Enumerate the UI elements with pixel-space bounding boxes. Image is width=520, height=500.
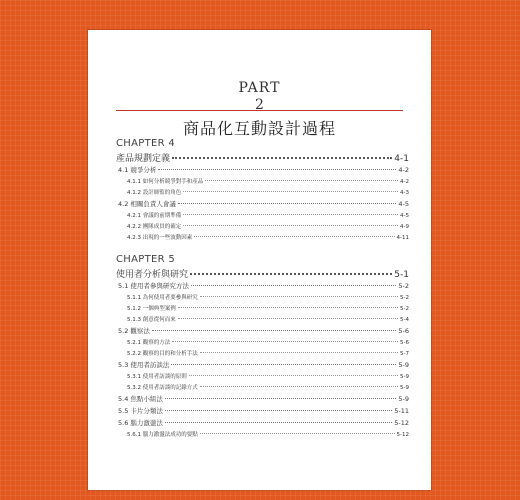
toc-entry-text: 出現的一些波動因素 (142, 235, 193, 241)
leader-dots (191, 285, 396, 286)
leader-dots (194, 236, 394, 237)
toc-entry-title (118, 165, 156, 174)
chapter-4-label: CHAPTER 4 (116, 138, 175, 149)
toc-subsection-entry (116, 211, 409, 222)
toc-entry-text: 為何使用者要參與研究 (142, 295, 198, 301)
toc-entry-page: 4-5 (400, 213, 409, 219)
chapter-5-title: 使用者分析與研究 (116, 270, 189, 280)
toc-entry-title (127, 338, 170, 346)
leader-dots (165, 410, 392, 411)
toc-subsection-entry (116, 338, 409, 349)
leader-dots (178, 318, 398, 319)
toc-entry-page: 5-2 (400, 295, 409, 301)
chapter-5-page: 5-1 (394, 270, 409, 280)
toc-section-entry (116, 199, 409, 211)
toc-entry-text: 如何分析競爭對手和產品 (142, 179, 204, 185)
part-divider (116, 110, 403, 111)
toc-section-entry (116, 418, 409, 430)
toc-subsection-entry (116, 304, 409, 315)
toc-subsection-entry (116, 315, 409, 326)
leader-dots (158, 169, 396, 170)
toc-section-entry (116, 281, 409, 293)
leader-dots (200, 352, 398, 353)
leader-dots (165, 422, 392, 423)
toc-entry-page: 5-6 (398, 327, 409, 335)
toc-entry-title (127, 293, 198, 301)
leader-dots (152, 330, 396, 331)
toc-entry-text: 使用者參與研究方法 (130, 282, 189, 290)
leader-dots (189, 375, 398, 376)
toc-entry-text: 團隊成員的確定 (142, 224, 182, 230)
toc-entry-title (118, 281, 189, 290)
toc-entry-text: 腦力激盪法成功的要點 (142, 432, 198, 438)
toc-entry-text: 設計師監的角色 (142, 190, 182, 196)
toc-entry-text: 觀察的方法 (142, 340, 171, 346)
chapter-5-entry (116, 267, 409, 281)
toc-entry-title (118, 394, 163, 403)
leader-dots (200, 386, 398, 387)
toc-entry-title (127, 315, 176, 323)
toc-entry-page: 5-11 (394, 407, 409, 415)
part-label: PART (238, 80, 281, 96)
toc-subsection-entry (116, 233, 409, 244)
toc-entry-number: 4.1.1 (127, 179, 141, 185)
toc-subsection-entry (116, 372, 409, 383)
toc-entry-text: 觀察法 (130, 327, 150, 335)
toc-entry-page: 5-6 (400, 340, 409, 346)
toc-entry-number: 4.2.3 (127, 235, 141, 241)
toc-entry-text: 卡片分類法 (130, 407, 163, 415)
toc-entry-title (127, 304, 176, 312)
toc-section-entry (116, 326, 409, 338)
toc-entry-title (127, 222, 181, 230)
toc-entry-number: 5.6 (118, 419, 129, 427)
toc-entry-number: 5.1.2 (127, 306, 141, 312)
toc-entry-title (118, 406, 163, 415)
toc-entry-number: 5.3.1 (127, 374, 141, 380)
toc-entry-number: 4.2.2 (127, 224, 141, 230)
toc-entry-number: 5.1 (118, 282, 129, 290)
toc-entry-text: 焦點小組法 (130, 395, 163, 403)
leader-dots (205, 180, 398, 181)
leader-dots (190, 273, 392, 275)
toc-entry-text: 相關負責人會議 (130, 200, 176, 208)
toc-entry-page: 4-2 (400, 179, 409, 185)
leader-dots (183, 214, 398, 215)
toc-entry-title (127, 233, 192, 241)
chapter-4-entry (116, 151, 409, 165)
toc-entry-text: 使用者訪談的原則 (142, 374, 187, 380)
toc-subsection-entry (116, 383, 409, 394)
toc-subsection-entry (116, 349, 409, 360)
toc-section-entry (116, 165, 409, 177)
toc-entry-page: 4-9 (400, 224, 409, 230)
leader-dots (183, 225, 398, 226)
toc-entry-number: 4.1.2 (127, 190, 141, 196)
leader-dots (200, 433, 395, 434)
toc-entry-number: 5.3 (118, 361, 129, 369)
toc-subsection-entry (116, 430, 409, 441)
toc-entry-number: 5.1.3 (127, 317, 141, 323)
toc-entry-text: 會議的前期準備 (142, 213, 182, 219)
toc-entry-number: 5.5 (118, 407, 129, 415)
chapter-4-title: 產品規劃定義 (116, 154, 171, 164)
toc-entry-page: 5-7 (400, 351, 409, 357)
leader-dots (200, 296, 398, 297)
book-page (88, 30, 431, 490)
toc-entry-page: 4-11 (396, 235, 409, 241)
toc-entry-title (127, 177, 203, 185)
toc-section-entry (116, 360, 409, 372)
chapter-5-label: CHAPTER 5 (116, 254, 175, 265)
toc-entry-title (127, 372, 187, 380)
toc-entry-number: 5.6.1 (127, 432, 141, 438)
leader-dots (178, 307, 398, 308)
toc-entry-number: 5.2.1 (127, 340, 141, 346)
toc-entry-title (127, 188, 181, 196)
toc-entry-page: 5-2 (400, 306, 409, 312)
leader-dots (165, 398, 396, 399)
toc-entry-page: 4-2 (398, 166, 409, 174)
chapter-5-entries (116, 281, 409, 441)
toc-entry-page: 5-2 (398, 282, 409, 290)
toc-entry-number: 4.2 (118, 200, 129, 208)
part-title: 商品化互動設計過程 (182, 119, 336, 138)
leader-dots (172, 157, 392, 159)
toc-entry-page: 5-12 (394, 419, 409, 427)
toc-entry-page: 5-9 (400, 385, 409, 391)
toc-entry-title (118, 326, 150, 335)
toc-entry-text: 競爭分析 (130, 166, 157, 174)
chapter-4-entries (116, 165, 409, 244)
toc-entry-page: 5-12 (396, 432, 409, 438)
toc-entry-page: 4-5 (398, 200, 409, 208)
toc-entry-number: 5.2 (118, 327, 129, 335)
table-of-contents (116, 138, 409, 441)
toc-entry-page: 5-9 (398, 361, 409, 369)
leader-dots (178, 203, 396, 204)
toc-entry-page: 5-9 (400, 374, 409, 380)
leader-dots (172, 341, 398, 342)
toc-entry-title (127, 211, 181, 219)
toc-entry-title (127, 383, 198, 391)
part-number: 2 (255, 97, 264, 113)
toc-entry-text: 使用者訪談法 (130, 361, 170, 369)
toc-entry-number: 5.4 (118, 395, 129, 403)
toc-subsection-entry (116, 293, 409, 304)
toc-entry-page: 5-9 (398, 395, 409, 403)
toc-subsection-entry (116, 188, 409, 199)
toc-entry-number: 4.2.1 (127, 213, 141, 219)
toc-entry-number: 4.1 (118, 166, 129, 174)
toc-entry-page: 4-3 (400, 190, 409, 196)
chapter-4-page: 4-1 (394, 154, 409, 164)
toc-entry-title (127, 430, 198, 438)
toc-section-entry (116, 394, 409, 406)
toc-entry-title (127, 349, 198, 357)
toc-entry-text: 一個典型案例 (142, 306, 176, 312)
toc-subsection-entry (116, 222, 409, 233)
toc-entry-number: 5.3.2 (127, 385, 141, 391)
toc-entry-text: 觀察的目的和分析手法 (142, 351, 198, 357)
toc-entry-text: 創意從何而來 (142, 317, 176, 323)
toc-entry-number: 5.2.2 (127, 351, 141, 357)
toc-entry-text: 腦力激盪法 (130, 419, 163, 427)
toc-subsection-entry (116, 177, 409, 188)
toc-entry-page: 5-4 (400, 317, 409, 323)
toc-entry-title (118, 360, 169, 369)
leader-dots (183, 191, 398, 192)
toc-entry-title (118, 418, 163, 427)
toc-section-entry (116, 406, 409, 418)
toc-entry-title (118, 199, 176, 208)
leader-dots (171, 364, 396, 365)
toc-entry-text: 使用者訪談的記錄方式 (142, 385, 198, 391)
toc-entry-number: 5.1.1 (127, 295, 141, 301)
